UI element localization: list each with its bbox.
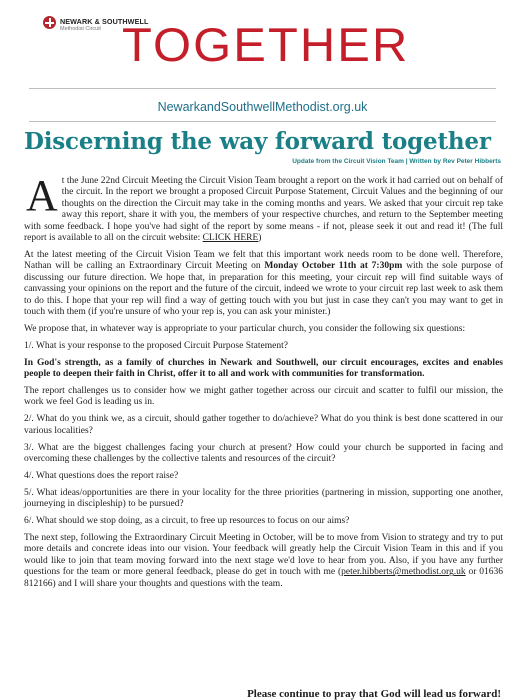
newsletter-masthead: TOGETHER: [122, 18, 410, 71]
logo-name: NEWARK & SOUTHWELL: [60, 17, 149, 26]
drop-cap: A: [26, 171, 58, 220]
purpose-statement: In God's strength, as a family of churches in Newark and Southwell, our circuit encourages, excites and enables people to deepen their faith in Christ, offer it to all and work with communities for transformation.: [24, 357, 503, 380]
question-6: 6/. What should we stop doing, as a circuit, to free up resources to focus on our aims?: [24, 516, 350, 527]
email-link[interactable]: peter.hibberts@methodist.org.uk: [341, 567, 466, 578]
question-5: 5/. What ideas/opportunities are there in your locality for the three priorities (partnering in mission, supporting one another, journeying in discipleship) to be pursued?: [24, 487, 503, 510]
paragraph-meeting: At the latest meeting of the Circuit Vision Team we felt that this important work needs room to be done well. Therefore, Nathan will be calling an Extraordinary Circuit Meeting on Monday October 11th at 7:30pm with the sole purpose of discussing our future direction. We hope that, in preparation for this meeting, your circuit rep will find suitable ways of canvassing your opinions on the report and the future of the circuit, indeed we wrote to your circuit rep last week to ask them to do this. I hope that your rep will find a way of getting touch with you but just in case they can't you may want to get in touch with them (if you're unsure of who your rep is, you can ask your minister.): [24, 249, 504, 317]
question-2: 2/. What do you think we, as a circuit, should gather together to do/achieve? What do you think is best done scattered in our various localities?: [24, 414, 503, 436]
divider: [29, 88, 496, 89]
divider: [29, 121, 496, 122]
question-1: 1/. What is your response to the proposed Circuit Purpose Statement?: [24, 340, 288, 351]
paragraph-questions-intro: We propose that, in whatever way is appropriate to your particular church, you consider the following six questions:: [24, 323, 466, 334]
paragraph-intro: At the June 22nd Circuit Meeting the Circuit Vision Team brought a report on the work it had carried out on behalf of the circuit. In the report we brought a proposed Circuit Purpose Statement, Circuit Values and the beginning of our thoughts on the direction the Circuit may take in the coming months and years. We asked that your circuit rep take away this report, share it with you, the members of your respective churches, and return to the September meeting with some feedback. I hope you've had sight of the report by some means - if not, please seek it out and read it! (The full report is available to all on the circuit website: CLICK HERE): [24, 171, 503, 244]
click-here-link[interactable]: CLICK HERE: [202, 233, 259, 244]
paragraph-next-step: The next step, following the Extraordinary Circuit Meeting in October, will be to move from Vision to strategy and try to put more details and concrete ideas into our vision. Your feedback will greatly help the Circuit Vision Team in this and if you would like to join that team moving forward into the next stage we'd love to hear from you. Also, if you have any further questions for the team or more general feedback, please do get in touch with me (peter.hibberts@methodist.org.uk or 01636 812166) and I will share your thoughts and questions with the team.: [24, 533, 503, 589]
article-byline: Update from the Circuit Vision Team | Written by Rev Peter Hibberts: [292, 158, 501, 165]
logo-subtitle: Methodist Circuit: [60, 26, 101, 32]
closing-line: Please continue to pray that God will lead us forward!: [247, 688, 501, 700]
meeting-date: Monday October 11th at 7:30pm: [264, 261, 403, 272]
methodist-cross-icon: [43, 16, 56, 29]
article-headline: Discerning the way forward together: [24, 128, 491, 155]
top-strip: [0, 0, 525, 4]
question-4: 4/. What questions does the report raise?: [24, 470, 179, 481]
question-3: 3/. What are the biggest challenges facing your church at present? How could your church be supported in facing and overcoming these challenges by the collective talents and resources of the circuit?: [24, 442, 503, 465]
paragraph-challenge: The report challenges us to consider how we might gather together across our circuit and scatter to fulfil our mission, the work we feel God is leading us in.: [24, 386, 503, 408]
article-body: [24, 171, 504, 596]
website-link[interactable]: NewarkandSouthwellMethodist.org.uk: [157, 100, 368, 114]
